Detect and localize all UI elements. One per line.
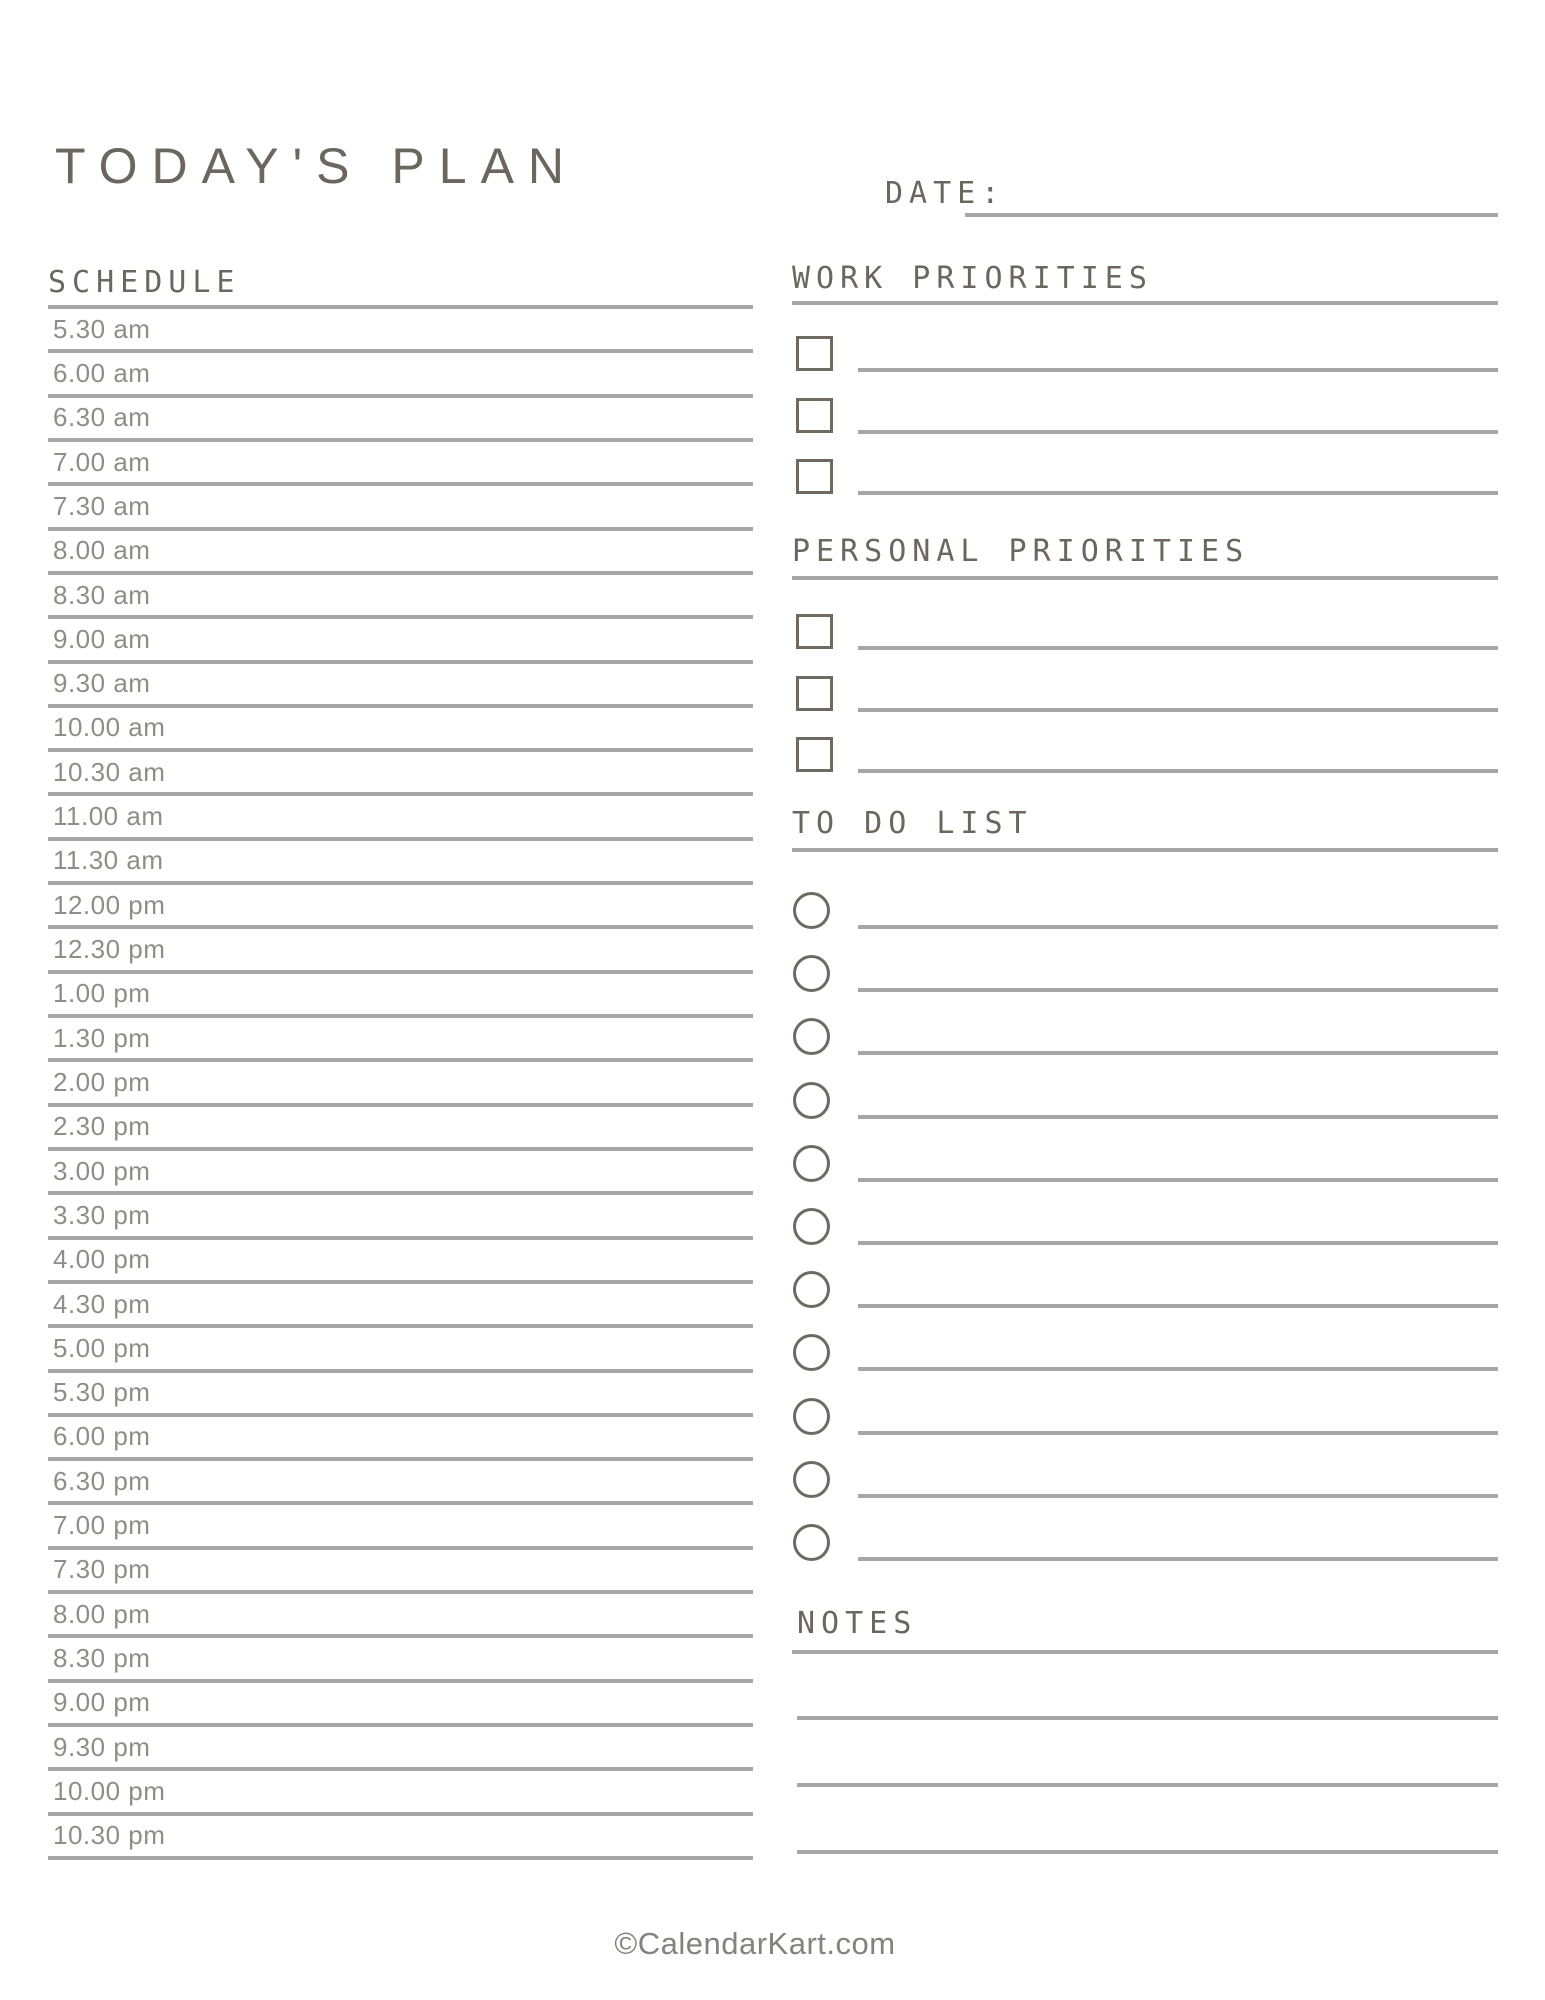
schedule-time-label: 7.00 am	[53, 446, 151, 477]
schedule-time-label: 9.00 pm	[53, 1687, 151, 1718]
schedule-time-label: 6.00 am	[53, 357, 151, 388]
footer-credit: ©CalendarKart.com	[614, 1926, 896, 1961]
todo-heading: TO DO LIST	[792, 806, 1033, 841]
date-label: DATE:	[885, 176, 1006, 211]
schedule-time-label: 3.30 pm	[53, 1199, 151, 1230]
schedule-time-label: 12.30 pm	[53, 934, 166, 965]
schedule-time-label: 8.30 am	[53, 579, 151, 610]
schedule-time-label: 1.00 pm	[53, 978, 151, 1009]
notes-line[interactable]	[797, 1850, 1498, 1854]
schedule-time-label: 6.30 am	[53, 402, 151, 433]
schedule-time-label: 10.30 pm	[53, 1820, 166, 1851]
schedule-time-label: 5.30 am	[53, 313, 151, 344]
schedule-time-label: 8.30 pm	[53, 1643, 151, 1674]
schedule-time-label: 1.30 pm	[53, 1022, 151, 1053]
schedule-time-label: 10.00 am	[53, 712, 166, 743]
schedule-time-label: 5.30 pm	[53, 1377, 151, 1408]
schedule-time-label: 2.00 pm	[53, 1066, 151, 1097]
schedule-time-label: 6.30 pm	[53, 1465, 151, 1496]
schedule-time-label: 5.00 pm	[53, 1332, 151, 1363]
schedule-time-label: 8.00 pm	[53, 1598, 151, 1629]
work-priorities-heading: WORK PRIORITIES	[792, 261, 1153, 296]
schedule-time-label: 4.00 pm	[53, 1244, 151, 1275]
personal-priorities-heading: PERSONAL PRIORITIES	[792, 534, 1250, 569]
schedule-time-label: 9.30 pm	[53, 1731, 151, 1762]
schedule-time-label: 3.00 pm	[53, 1155, 151, 1186]
schedule-time-label: 6.00 pm	[53, 1421, 151, 1452]
schedule-time-label: 8.00 am	[53, 535, 151, 566]
schedule-time-label: 4.30 pm	[53, 1288, 151, 1319]
schedule-time-label: 2.30 pm	[53, 1111, 151, 1142]
schedule-time-label: 10.30 am	[53, 756, 166, 787]
schedule-time-label: 12.00 pm	[53, 889, 166, 920]
schedule-time-label: 7.00 pm	[53, 1510, 151, 1541]
schedule-time-label: 11.30 am	[53, 845, 164, 876]
schedule-time-label: 9.00 am	[53, 623, 151, 654]
notes-line[interactable]	[797, 1716, 1498, 1720]
schedule-time-label: 7.30 am	[53, 490, 151, 521]
schedule-heading: SCHEDULE	[48, 265, 241, 300]
schedule-time-label: 9.30 am	[53, 668, 151, 699]
schedule-time-label: 7.30 pm	[53, 1554, 151, 1585]
schedule-time-label: 11.00 am	[53, 801, 164, 832]
notes-line[interactable]	[797, 1783, 1498, 1787]
notes-heading: NOTES	[797, 1606, 918, 1641]
schedule-time-label: 10.00 pm	[53, 1775, 166, 1806]
page-title: TODAY'S PLAN	[55, 138, 579, 194]
